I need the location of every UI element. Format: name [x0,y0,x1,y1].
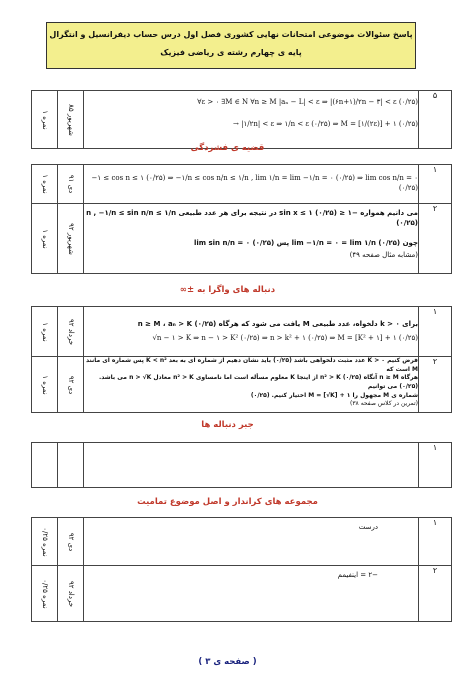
score-cell: ۱ نمره [32,204,58,274]
exam-date-cell: دی ۹۲ [58,518,84,566]
question-number: ۵ [419,91,452,149]
exam-date-cell: شهریور ۹۲ [58,204,84,274]
score-cell [32,443,58,488]
question-number: ۱ [419,443,452,488]
question-table-2 [31,164,452,274]
exam-date-cell: خرداد ۹۲ [58,307,84,357]
section-title-squeeze: قضیه ی فشردگی [190,143,265,153]
section-title-algebra: جبر دنباله ها [201,420,254,430]
exam-date-cell: دی ۹۱ [58,165,84,204]
answer-cell: درست [84,518,419,566]
answer-cell: فرض کنیم K > ۰ عدد مثبت دلخواهی باشد (۰/۲۵) باید نشان دهیم از شماره ای به بعد K < n² پس شماره ای مانند M است که هرگاه n ≥ M آنگاه n² > K (۰/۲۵) از اینجا K معلوم مسأله است اما نامساوی n² > K معادل n > √K می باشد. (۰/۲۵) می توانیم شماره ی M مجهول را M = [√K] + ۱ اختیار کنیم. (۰/۲۵) (تمرین در کلاس صفحه ۳۸) [84,357,419,413]
header-subtitle: پایه ی چهارم رشته ی ریاضی فیزیک [160,48,302,57]
score-cell: ۰/۲۵ نمره [32,566,58,622]
question-table-5 [31,517,452,622]
exam-date-cell: دی ۹۲ [58,357,84,413]
score-cell: ۱ نمره [32,307,58,357]
header-title: پاسخ سئوالات موضوعی امتحانات نهایی کشوری فصل اول درس حساب دیفرانسیل و انتگرال [49,30,413,39]
question-number: ۲ [419,357,452,413]
answer-cell: برای k > ۰ دلخواه، عدد طبیعی M یافت می شود که هرگاه n ≥ M ، aₙ > K (۰/۲۵) √n − ۱ > K ⇒ n − ۱ > K² (۰/۲۵) ⇒ n > k² + ۱ (۰/۲۵) ⇒ M = [K² + ۱] + ۱ (۰/۲۵) [84,307,419,357]
question-table-1 [31,90,452,149]
page-number: ( صفحه ی ۳ ) [198,657,257,667]
question-number: ۱ [419,165,452,204]
score-cell: ۰/۲۵ نمره [32,518,58,566]
question-number: ۲ [419,204,452,274]
exam-date-cell [58,443,84,488]
exam-date-cell: خرداد ۹۲ [58,566,84,622]
answer-cell [84,443,419,488]
answer-cell: −۲ = اینفیمم [84,566,419,622]
exam-date-cell: شهریور ۸۵ [58,91,84,149]
score-cell: ۱ نمره [32,165,58,204]
section-title-divergent: دنباله های واگرا به ±∞ [179,285,276,295]
question-table-4 [31,442,452,488]
answer-cell: می دانیم همواره −۱ ≤ sin x ≤ ۱ (۰/۲۵) در نتیجه برای هر عدد طبیعی n , −۱/n ≤ sin n/n ≤ ۱/n (۰/۲۵) چون lim −۱/n = ۰ = lim ۱/n (۰/۲۵) پس lim sin n/n = ۰ (۰/۲۵) (مشابه مثال صفحه ۴۹) [84,204,419,274]
question-number: ۲ [419,566,452,622]
section-title-completeness: مجموعه های کراندار و اصل موضوع تمامیت [137,497,318,507]
score-cell: ۱ نمره [32,357,58,413]
page-header [46,22,416,69]
score-cell: ۱ نمره [32,91,58,149]
question-number: ۱ [419,307,452,357]
question-number: ۱ [419,518,452,566]
answer-cell: ∀ε > ۰ ∃M ∈ N ∀n ≥ M |aₙ − L| < ε ⇒ |(۶n+۱)/۲n − ۳| < ε (۰/۲۵) → |۱/۲n| < ε ⇒ ۱/n < ε (۰/۲۵) ⇒ M = [۱/(۲ε)] + ۱ (۰/۲۵) [84,91,419,149]
answer-cell: −۱ ≤ cos n ≤ ۱ (۰/۲۵) ⇒ −۱/n ≤ cos n/n ≤ ۱/n , lim ۱/n = lim −۱/n = ۰ (۰/۲۵) ⇒ lim cos n/n = ۰ (۰/۲۵) [84,165,419,204]
question-table-3 [31,306,452,413]
